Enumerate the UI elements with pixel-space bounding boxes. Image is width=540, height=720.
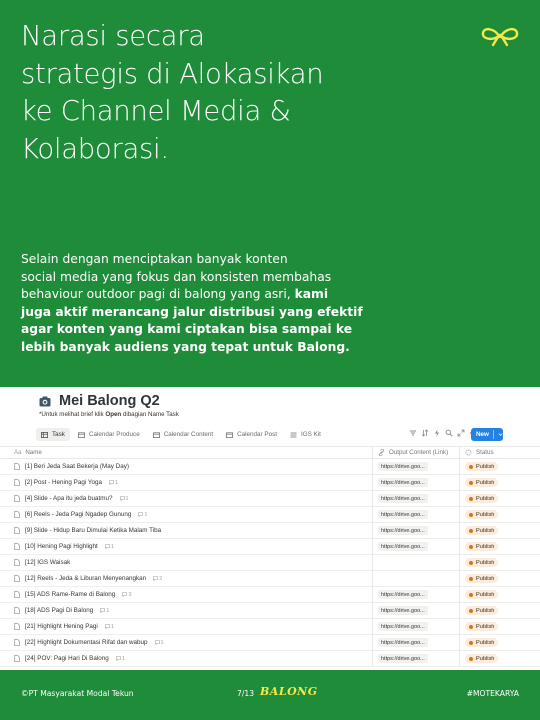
table-row[interactable] <box>0 571 540 587</box>
tab-calendar-produce[interactable]: Calendar Produce <box>73 428 145 441</box>
description-line-bold: juga aktif merancang jalur distribusi yang efektif <box>21 304 363 319</box>
row-name[interactable] <box>14 635 164 650</box>
comment-count: 1 <box>100 608 109 614</box>
headline-line: ke Channel Media & <box>21 95 291 127</box>
table-row[interactable] <box>0 555 540 571</box>
row-title: [21] Highlight Hening Pagi <box>25 623 98 630</box>
status-badge[interactable]: Publish <box>465 478 498 487</box>
table-header <box>0 446 540 459</box>
search-icon[interactable] <box>445 429 453 437</box>
status-badge[interactable]: Publish <box>465 590 498 599</box>
status-dot <box>469 561 473 565</box>
page-icon <box>14 543 20 550</box>
page-icon <box>14 623 20 630</box>
page-icon <box>14 639 20 646</box>
page-number: 7/13 <box>237 689 255 698</box>
status-dot <box>469 609 473 613</box>
notion-database-screenshot <box>0 387 540 670</box>
table-row[interactable] <box>0 635 540 651</box>
footer-hashtag: #MOTEKARYA <box>466 689 519 698</box>
comment-icon <box>155 640 160 645</box>
description-line-bold: lebih banyak audiens yang tepat untuk Balong. <box>21 339 350 354</box>
brand-logo: BALONG <box>260 685 318 698</box>
status-property-icon <box>465 449 472 456</box>
output-link[interactable]: https://drive.goo... <box>378 606 428 615</box>
camera-icon <box>39 396 51 407</box>
row-name[interactable] <box>14 619 114 634</box>
row-title: [22] Highlight Dokumentasi Rifat dan wabup <box>25 639 148 646</box>
tab-calendar-post[interactable]: Calendar Post <box>221 428 282 441</box>
output-link[interactable]: https://drive.goo... <box>378 494 428 503</box>
comment-count: 1 <box>105 544 114 550</box>
output-link[interactable]: https://drive.goo... <box>378 478 428 487</box>
footer-copyright: ©PT Masyarakat Modal Tekun <box>21 689 134 698</box>
comment-icon <box>153 576 158 581</box>
comment-count: 1 <box>109 480 118 486</box>
row-name[interactable] <box>14 555 70 570</box>
column-header-name[interactable]: Aa Name <box>14 449 42 456</box>
row-name[interactable] <box>14 459 129 474</box>
status-dot <box>469 481 473 485</box>
page-icon <box>14 495 20 502</box>
row-title: [9] Slide - Hidup Baru Dimulai Ketika Malam Tiba <box>25 527 162 534</box>
status-badge[interactable]: Publish <box>465 606 498 615</box>
comment-icon <box>122 592 127 597</box>
output-link[interactable]: https://drive.goo... <box>378 462 428 471</box>
output-link[interactable]: https://drive.goo... <box>378 638 428 647</box>
comment-count: 1 <box>116 656 125 662</box>
database-note: *Untuk melihat brief klik Open dibagian Name Task <box>39 411 179 418</box>
headline-line: Narasi secara <box>21 20 205 52</box>
calendar-icon <box>226 432 233 438</box>
tab-task[interactable]: Task <box>36 428 70 441</box>
status-badge[interactable]: Publish <box>465 574 498 583</box>
status-dot <box>469 545 473 549</box>
automation-icon[interactable] <box>433 429 441 437</box>
status-dot <box>469 577 473 581</box>
row-title: [6] Reels - Jeda Pagi Ngadep Gunung <box>25 511 132 518</box>
column-header-output-link[interactable]: Output Content (Link) <box>378 447 448 458</box>
comment-icon <box>120 496 125 501</box>
output-link[interactable]: https://drive.goo... <box>378 526 428 535</box>
table-row[interactable] <box>0 539 540 555</box>
column-header-status[interactable]: Status <box>465 447 494 458</box>
row-name[interactable] <box>14 587 131 602</box>
comment-icon <box>105 624 110 629</box>
table-row[interactable] <box>0 587 540 603</box>
sort-icon[interactable] <box>421 429 429 437</box>
page-icon <box>14 607 20 614</box>
comment-icon <box>138 512 143 517</box>
chevron-down-icon <box>498 432 503 437</box>
tab-calendar-content[interactable]: Calendar Content <box>148 428 218 441</box>
output-link[interactable]: https://drive.goo... <box>378 654 428 663</box>
table-row[interactable] <box>0 475 540 491</box>
list-icon <box>290 432 297 438</box>
filter-icon[interactable] <box>409 429 417 437</box>
task-table <box>0 446 540 667</box>
description-line: behaviour outdoor pagi di balong yang asri, kami <box>21 287 329 301</box>
status-badge[interactable]: Publish <box>465 510 498 519</box>
table-row[interactable] <box>0 459 540 475</box>
page-icon <box>14 463 20 470</box>
row-name[interactable] <box>14 523 161 538</box>
table-row[interactable] <box>0 603 540 619</box>
comment-count: 2 <box>153 576 162 582</box>
comment-icon <box>109 480 114 485</box>
link-icon <box>378 449 385 456</box>
view-tabs <box>36 428 326 441</box>
row-title: [15] ADS Rame-Rame di Balong <box>25 591 116 598</box>
headline-line: strategis di Alokasikan <box>21 57 324 90</box>
comment-count: 1 <box>105 624 114 630</box>
status-badge[interactable]: Publish <box>465 638 498 647</box>
status-dot <box>469 513 473 517</box>
output-link[interactable]: https://drive.goo... <box>378 622 428 631</box>
comment-icon <box>105 544 110 549</box>
description-line: Selain dengan menciptakan banyak konten <box>21 252 288 266</box>
calendar-icon <box>78 432 85 438</box>
row-title: [18] ADS Pagi Di Balong <box>25 607 94 614</box>
row-name[interactable] <box>14 571 162 586</box>
comment-count: 1 <box>138 512 147 518</box>
database-title: Mei Balong Q2 <box>39 393 160 409</box>
status-dot <box>469 641 473 645</box>
row-name[interactable] <box>14 539 114 554</box>
calendar-icon <box>153 432 160 438</box>
view-toolbar <box>409 429 477 437</box>
status-dot <box>469 593 473 597</box>
tab-igs-kit[interactable]: IGS Kit <box>285 428 326 441</box>
status-dot <box>469 625 473 629</box>
comment-count: 1 <box>155 640 164 646</box>
status-badge[interactable]: Publish <box>465 462 498 471</box>
row-title: [1] Beri Jeda Saat Bekerja (May Day) <box>25 463 129 470</box>
row-title: [4] Slide - Apa itu jeda buatmu? <box>25 495 113 502</box>
bow-ribbon-icon <box>480 25 520 47</box>
page-icon <box>14 511 20 518</box>
expand-icon[interactable] <box>457 429 465 437</box>
row-name[interactable] <box>14 507 148 522</box>
table-row[interactable] <box>0 491 540 507</box>
status-badge[interactable]: Publish <box>465 526 498 535</box>
description-line-bold: agar konten yang kami ciptakan bisa sampai ke <box>21 322 353 336</box>
headline-line: Kolaborasi. <box>21 132 169 165</box>
description-paragraph <box>21 251 363 356</box>
status-badge[interactable]: Publish <box>465 494 498 503</box>
table-row[interactable] <box>0 523 540 539</box>
table-body <box>0 459 540 667</box>
status-dot <box>469 465 473 469</box>
table-row[interactable] <box>0 619 540 635</box>
row-title: [2] Post - Hening Pagi Yoga <box>25 479 103 486</box>
table-row[interactable] <box>0 651 540 667</box>
row-title: [24] POV: Pagi Hari Di Balong <box>25 655 109 662</box>
row-name[interactable] <box>14 491 129 506</box>
row-name[interactable] <box>14 651 125 666</box>
page-icon <box>14 655 20 662</box>
row-title: [12] Reels - Jeda & Liburan Menyenangkan <box>25 575 147 582</box>
page-icon <box>14 527 20 534</box>
status-dot <box>469 657 473 661</box>
output-link[interactable]: https://drive.goo... <box>378 542 428 551</box>
status-badge[interactable]: Publish <box>465 558 498 567</box>
row-name[interactable] <box>14 475 118 490</box>
status-dot <box>469 529 473 533</box>
comment-count: 1 <box>120 496 129 502</box>
new-button[interactable]: New <box>471 428 503 441</box>
status-badge[interactable]: Publish <box>465 622 498 631</box>
output-link[interactable]: https://drive.goo... <box>378 510 428 519</box>
table-icon <box>41 432 48 438</box>
table-row[interactable] <box>0 507 540 523</box>
page-icon <box>14 559 20 566</box>
status-badge[interactable]: Publish <box>465 542 498 551</box>
headline <box>21 18 381 168</box>
status-badge[interactable]: Publish <box>465 654 498 663</box>
description-line: social media yang fokus dan konsisten membahas <box>21 269 332 284</box>
comment-count: 3 <box>122 592 131 598</box>
row-name[interactable] <box>14 603 109 618</box>
comment-icon <box>100 608 105 613</box>
page-icon <box>14 575 20 582</box>
output-link[interactable]: https://drive.goo... <box>378 590 428 599</box>
text-property-icon: Aa <box>14 449 22 456</box>
row-title: [10] Hening Pagi Highlight <box>25 543 98 550</box>
status-dot <box>469 497 473 501</box>
row-title: [12] IGS Waisak <box>25 559 71 566</box>
page-icon <box>14 591 20 598</box>
comment-icon <box>116 656 121 661</box>
page-icon <box>14 479 20 486</box>
